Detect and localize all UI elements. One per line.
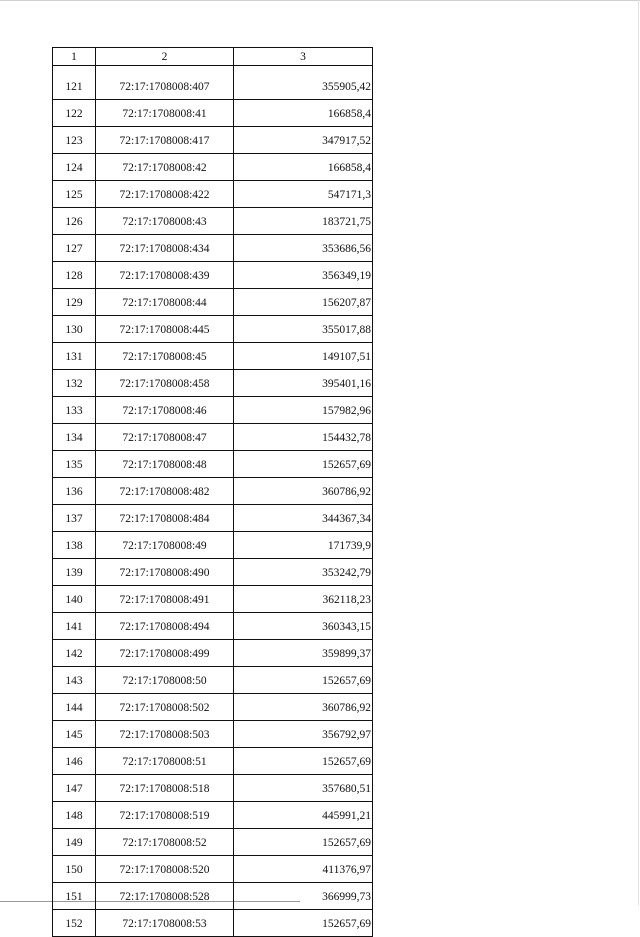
cadastral-number-cell: 72:17:1708008:528 bbox=[96, 883, 234, 910]
row-number-cell: 145 bbox=[53, 721, 96, 748]
table-row bbox=[53, 856, 373, 883]
row-number-cell: 152 bbox=[53, 910, 96, 937]
cadastral-number-cell: 72:17:1708008:519 bbox=[96, 802, 234, 829]
table-row bbox=[53, 559, 373, 586]
table-row bbox=[53, 667, 373, 694]
row-number-cell: 127 bbox=[53, 235, 96, 262]
row-number-cell: 123 bbox=[53, 127, 96, 154]
value-cell: 149107,51 bbox=[234, 343, 373, 370]
row-number-cell: 139 bbox=[53, 559, 96, 586]
table-row bbox=[53, 640, 373, 667]
table-row bbox=[53, 694, 373, 721]
cadastral-number-cell: 72:17:1708008:47 bbox=[96, 424, 234, 451]
value-cell: 154432,78 bbox=[234, 424, 373, 451]
row-number-cell: 149 bbox=[53, 829, 96, 856]
value-cell: 156207,87 bbox=[234, 289, 373, 316]
row-number-cell: 142 bbox=[53, 640, 96, 667]
row-number-cell: 124 bbox=[53, 154, 96, 181]
table-row bbox=[53, 478, 373, 505]
cadastral-value-table bbox=[52, 47, 373, 937]
row-number-cell: 138 bbox=[53, 532, 96, 559]
cadastral-number-cell: 72:17:1708008:43 bbox=[96, 208, 234, 235]
row-number-cell: 140 bbox=[53, 586, 96, 613]
value-cell: 359899,37 bbox=[234, 640, 373, 667]
value-cell: 353242,79 bbox=[234, 559, 373, 586]
row-number-cell: 151 bbox=[53, 883, 96, 910]
row-number-cell: 135 bbox=[53, 451, 96, 478]
cadastral-number-cell: 72:17:1708008:458 bbox=[96, 370, 234, 397]
table-header bbox=[53, 48, 373, 66]
cadastral-number-cell: 72:17:1708008:482 bbox=[96, 478, 234, 505]
table-row bbox=[53, 829, 373, 856]
cadastral-number-cell: 72:17:1708008:484 bbox=[96, 505, 234, 532]
row-number-cell: 146 bbox=[53, 748, 96, 775]
header-col-number: 1 bbox=[53, 48, 96, 66]
row-number-cell: 129 bbox=[53, 289, 96, 316]
table-row bbox=[53, 424, 373, 451]
table-row bbox=[53, 586, 373, 613]
row-number-cell: 141 bbox=[53, 613, 96, 640]
cadastral-number-cell: 72:17:1708008:42 bbox=[96, 154, 234, 181]
row-number-cell: 131 bbox=[53, 343, 96, 370]
value-cell: 547171,3 bbox=[234, 181, 373, 208]
row-number-cell: 121 bbox=[53, 73, 96, 100]
table-row bbox=[53, 721, 373, 748]
row-number-cell: 122 bbox=[53, 100, 96, 127]
value-cell: 166858,4 bbox=[234, 154, 373, 181]
row-number-cell: 147 bbox=[53, 775, 96, 802]
row-number-cell: 126 bbox=[53, 208, 96, 235]
table-row bbox=[53, 100, 373, 127]
header-col-value: 3 bbox=[234, 48, 373, 66]
header-col-cadastral-number: 2 bbox=[96, 48, 234, 66]
table-row bbox=[53, 802, 373, 829]
value-cell: 152657,69 bbox=[234, 748, 373, 775]
value-cell: 347917,52 bbox=[234, 127, 373, 154]
table-row bbox=[53, 343, 373, 370]
cadastral-number-cell: 72:17:1708008:49 bbox=[96, 532, 234, 559]
cadastral-number-cell: 72:17:1708008:494 bbox=[96, 613, 234, 640]
table-row bbox=[53, 235, 373, 262]
value-cell: 356792,97 bbox=[234, 721, 373, 748]
table-row bbox=[53, 397, 373, 424]
cadastral-number-cell: 72:17:1708008:439 bbox=[96, 262, 234, 289]
value-cell: 152657,69 bbox=[234, 451, 373, 478]
value-cell: 344367,34 bbox=[234, 505, 373, 532]
cadastral-number-cell: 72:17:1708008:445 bbox=[96, 316, 234, 343]
value-cell: 360343,15 bbox=[234, 613, 373, 640]
cadastral-number-cell: 72:17:1708008:520 bbox=[96, 856, 234, 883]
gap-cell bbox=[234, 66, 373, 74]
row-number-cell: 143 bbox=[53, 667, 96, 694]
cadastral-number-cell: 72:17:1708008:407 bbox=[96, 73, 234, 100]
table-row bbox=[53, 316, 373, 343]
table-row bbox=[53, 154, 373, 181]
value-cell: 166858,4 bbox=[234, 100, 373, 127]
table-row bbox=[53, 208, 373, 235]
value-cell: 157982,96 bbox=[234, 397, 373, 424]
cadastral-number-cell: 72:17:1708008:46 bbox=[96, 397, 234, 424]
value-cell: 355017,88 bbox=[234, 316, 373, 343]
cadastral-number-cell: 72:17:1708008:45 bbox=[96, 343, 234, 370]
cadastral-number-cell: 72:17:1708008:491 bbox=[96, 586, 234, 613]
cadastral-number-cell: 72:17:1708008:490 bbox=[96, 559, 234, 586]
table-row bbox=[53, 181, 373, 208]
value-cell: 395401,16 bbox=[234, 370, 373, 397]
row-number-cell: 137 bbox=[53, 505, 96, 532]
row-number-cell: 133 bbox=[53, 397, 96, 424]
page-top-edge bbox=[0, 0, 640, 1]
table-row bbox=[53, 532, 373, 559]
cadastral-number-cell: 72:17:1708008:434 bbox=[96, 235, 234, 262]
header-gap-row bbox=[53, 66, 373, 74]
row-number-cell: 144 bbox=[53, 694, 96, 721]
header-row bbox=[53, 48, 373, 66]
cadastral-number-cell: 72:17:1708008:41 bbox=[96, 100, 234, 127]
row-number-cell: 150 bbox=[53, 856, 96, 883]
value-cell: 360786,92 bbox=[234, 694, 373, 721]
row-number-cell: 148 bbox=[53, 802, 96, 829]
cadastral-number-cell: 72:17:1708008:44 bbox=[96, 289, 234, 316]
row-number-cell: 130 bbox=[53, 316, 96, 343]
table-row bbox=[53, 73, 373, 100]
value-cell: 152657,69 bbox=[234, 667, 373, 694]
page-right-edge bbox=[638, 0, 639, 905]
row-number-cell: 132 bbox=[53, 370, 96, 397]
gap-cell bbox=[96, 66, 234, 74]
cadastral-number-cell: 72:17:1708008:50 bbox=[96, 667, 234, 694]
cadastral-number-cell: 72:17:1708008:518 bbox=[96, 775, 234, 802]
gap-cell bbox=[53, 66, 96, 74]
cadastral-number-cell: 72:17:1708008:52 bbox=[96, 829, 234, 856]
table-row bbox=[53, 370, 373, 397]
value-cell: 353686,56 bbox=[234, 235, 373, 262]
cadastral-number-cell: 72:17:1708008:422 bbox=[96, 181, 234, 208]
row-number-cell: 136 bbox=[53, 478, 96, 505]
cadastral-number-cell: 72:17:1708008:48 bbox=[96, 451, 234, 478]
value-cell: 152657,69 bbox=[234, 910, 373, 937]
cadastral-number-cell: 72:17:1708008:51 bbox=[96, 748, 234, 775]
row-number-cell: 125 bbox=[53, 181, 96, 208]
table-row bbox=[53, 748, 373, 775]
value-cell: 411376,97 bbox=[234, 856, 373, 883]
value-cell: 366999,73 bbox=[234, 883, 373, 910]
cadastral-number-cell: 72:17:1708008:417 bbox=[96, 127, 234, 154]
table-row bbox=[53, 505, 373, 532]
value-cell: 362118,23 bbox=[234, 586, 373, 613]
row-number-cell: 134 bbox=[53, 424, 96, 451]
value-cell: 357680,51 bbox=[234, 775, 373, 802]
cadastral-number-cell: 72:17:1708008:502 bbox=[96, 694, 234, 721]
table-body bbox=[53, 66, 373, 937]
table-row bbox=[53, 883, 373, 910]
value-cell: 183721,75 bbox=[234, 208, 373, 235]
row-number-cell: 128 bbox=[53, 262, 96, 289]
cadastral-number-cell: 72:17:1708008:503 bbox=[96, 721, 234, 748]
value-cell: 152657,69 bbox=[234, 829, 373, 856]
cadastral-number-cell: 72:17:1708008:53 bbox=[96, 910, 234, 937]
value-cell: 445991,21 bbox=[234, 802, 373, 829]
value-cell: 171739,9 bbox=[234, 532, 373, 559]
table-row bbox=[53, 613, 373, 640]
table-row bbox=[53, 127, 373, 154]
cadastral-number-cell: 72:17:1708008:499 bbox=[96, 640, 234, 667]
value-cell: 356349,19 bbox=[234, 262, 373, 289]
table-row bbox=[53, 451, 373, 478]
table-row bbox=[53, 289, 373, 316]
table-row bbox=[53, 910, 373, 937]
table-row bbox=[53, 262, 373, 289]
value-cell: 360786,92 bbox=[234, 478, 373, 505]
value-cell: 355905,42 bbox=[234, 73, 373, 100]
table-row bbox=[53, 775, 373, 802]
